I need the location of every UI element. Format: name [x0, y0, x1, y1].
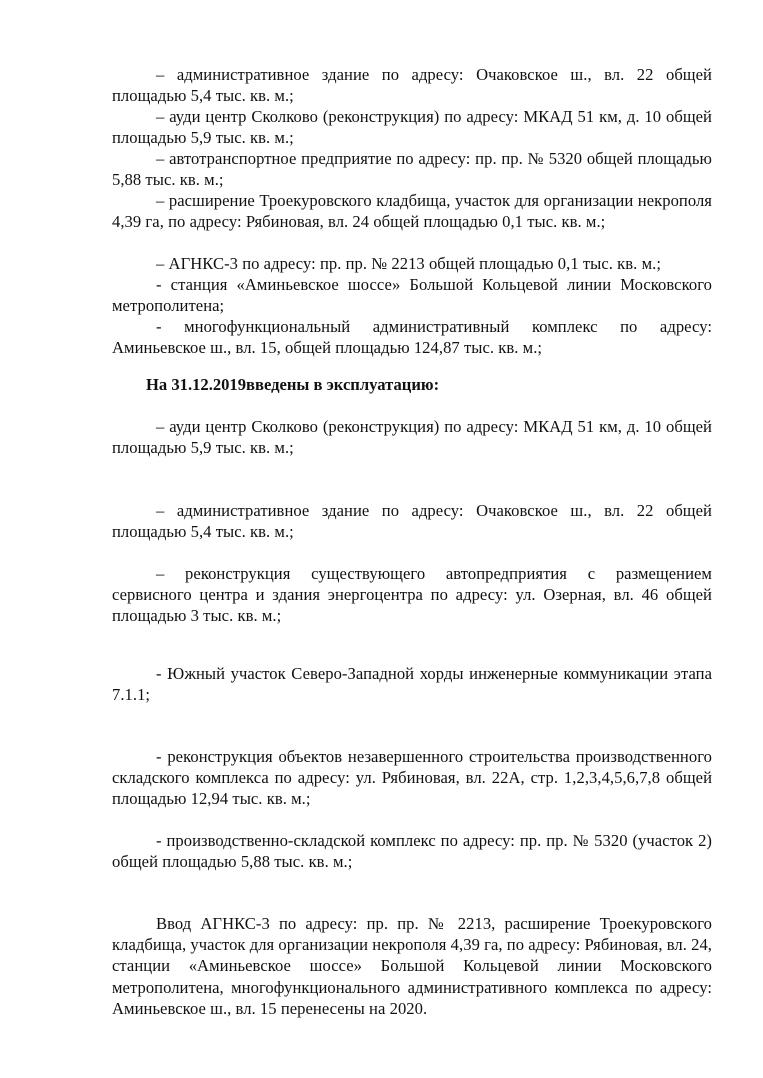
- commissioned-item-warehouse-reconstruction: - реконструкция объектов незавершенного строительства производственного складского комплекса по адресу: ул. Рябиновая, вл. 22А, стр. 1,2,3,4,5,6,7,8 общей площадью 12,94 тыс. кв. м.;: [112, 747, 712, 809]
- top-item-agnks-3: – АГНКС-3 по адресу: пр. пр. № 2213 общей площадью 0,1 тыс. кв. м.;: [156, 254, 661, 273]
- commissioned-item-warehouse-complex: - производственно-складской комплекс по адресу: пр. пр. № 5320 (участок 2) общей площадью 5,88 тыс. кв. м.;: [112, 831, 712, 872]
- commissioned-item-autoenterprise: – реконструкция существующего автопредприятия с размещением сервисного центра и здания энергоцентра по адресу: ул. Озерная, вл. 46 общей площадью 3 тыс. кв. м.;: [112, 564, 712, 626]
- top-item-troekurovskoe-cemetery: – расширение Троекуровского кладбища, участок для организации некрополя 4,39 га, по адресу: Рябиновая, вл. 24 общей площадью 0,1 тыс. кв. м.;: [112, 191, 712, 232]
- top-item-multifunctional-complex: - многофункциональный административный комплекс по адресу: Аминьевское ш., вл. 15, общей площадью 124,87 тыс. кв. м.;: [112, 317, 712, 358]
- top-item-metro-station: - станция «Аминьевское шоссе» Большой Кольцевой линии Московского метрополитена;: [112, 275, 712, 316]
- top-item-audi-center: – ауди центр Сколково (реконструкция) по адресу: МКАД 51 км, д. 10 общей площадью 5,9 тыс. кв. м.;: [112, 107, 712, 148]
- section-heading: На 31.12.2019введены в эксплуатацию:: [146, 375, 440, 394]
- commissioned-item-admin-building: – административное здание по адресу: Очаковское ш., вл. 22 общей площадью 5,4 тыс. кв. м.;: [112, 501, 712, 542]
- closing-paragraph: Ввод АГНКС-3 по адресу: пр. пр. № 2213, расширение Троекуровского кладбища, участок для организации некрополя 4,39 га, по адресу: Рябиновая, вл. 24, станции «Аминьевское шоссе» Большой Кольцевой линии Московского метрополитена, многофункционального административного комплекса по адресу: Аминьевское ш., вл. 15 перенесены на 2020.: [112, 914, 713, 1018]
- commissioned-item-audi-center: – ауди центр Сколково (реконструкция) по адресу: МКАД 51 км, д. 10 общей площадью 5,9 тыс. кв. м.;: [112, 417, 712, 458]
- top-item-motor-transport: – автотранспортное предприятие по адресу: пр. пр. № 5320 общей площадью 5,88 тыс. кв. м.;: [112, 149, 712, 190]
- top-item-admin-building: – административное здание по адресу: Очаковское ш., вл. 22 общей площадью 5,4 тыс. кв. м.;: [112, 65, 712, 106]
- commissioned-item-north-west-chord: - Южный участок Северо-Западной хорды инженерные коммуникации этапа 7.1.1;: [112, 664, 712, 705]
